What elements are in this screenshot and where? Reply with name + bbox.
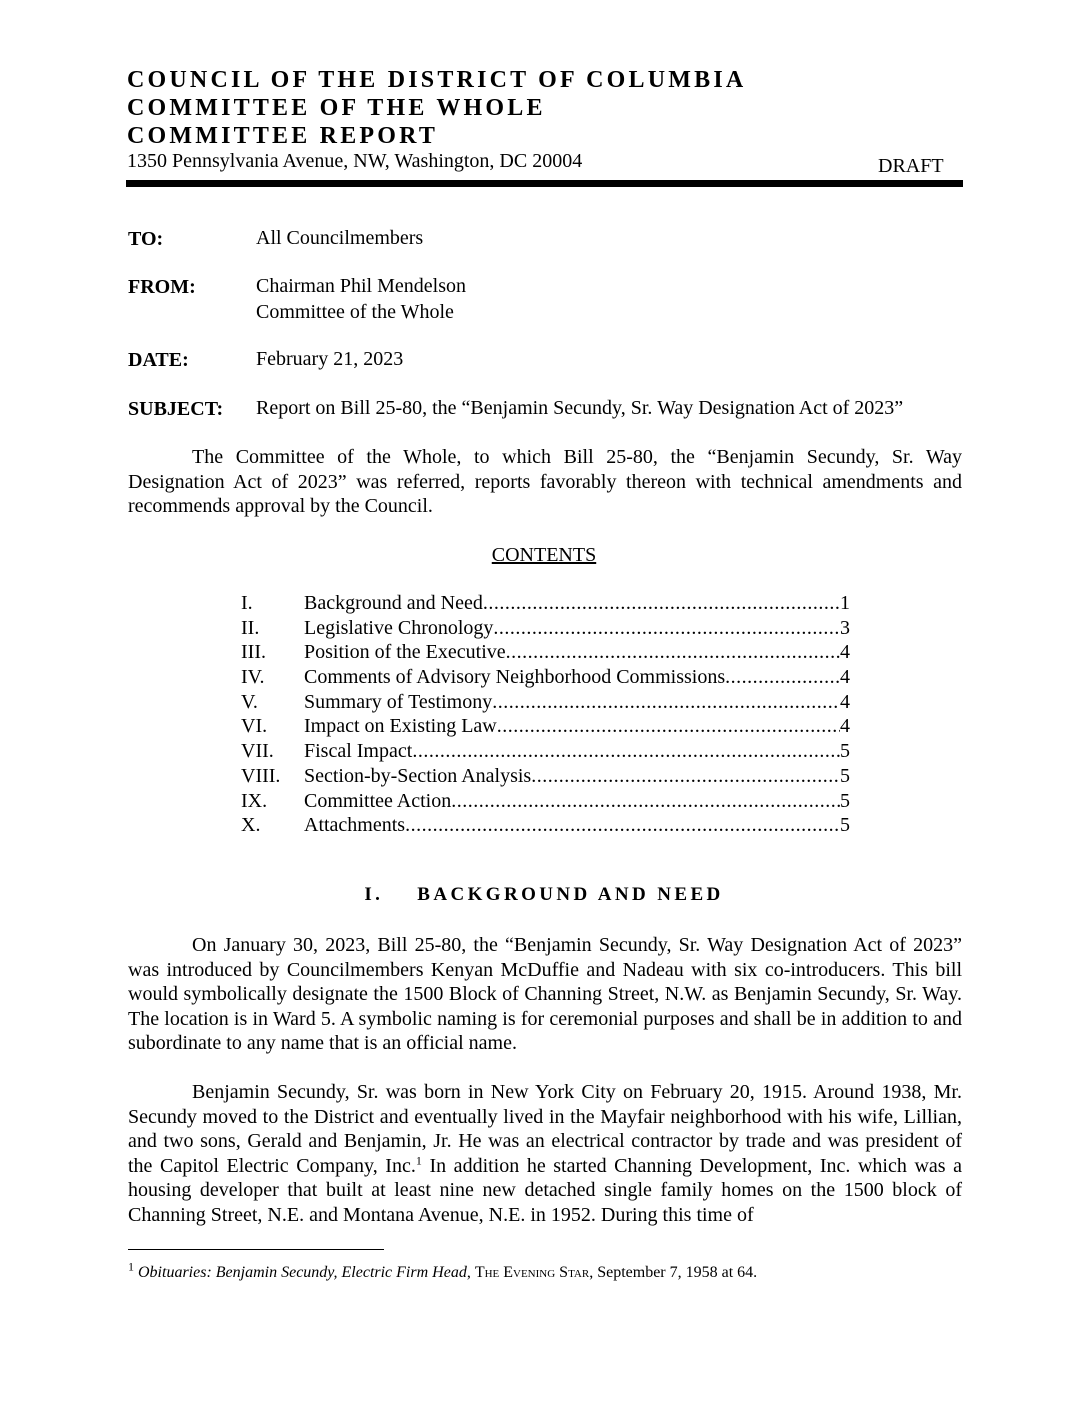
footnote-reference[interactable]: 1 xyxy=(415,1152,422,1167)
toc-number: IV. xyxy=(241,666,265,689)
section-title: BACKGROUND AND NEED xyxy=(417,884,724,905)
background-text-2b: In addition he started Channing Development, Inc. which was a housing developer that built at least nine new detached single family homes on the 1500 block of Channing Street, N.E. and Montana Avenue, N.E. in 1952. During this time of xyxy=(128,1154,963,1226)
toc-entry[interactable] xyxy=(241,691,850,716)
toc-title: Committee Action xyxy=(304,789,452,812)
toc-title: Impact on Existing Law xyxy=(304,715,497,738)
date-label: DATE: xyxy=(128,349,189,371)
toc-title: Background and Need xyxy=(304,592,483,614)
header-rule xyxy=(126,180,963,187)
toc-title: Position of the Executive xyxy=(304,641,506,664)
subject-value: Report on Bill 25-80, the “Benjamin Secundy, Sr. Way Designation Act of 2023” xyxy=(256,397,904,419)
toc-entry[interactable] xyxy=(241,740,850,765)
toc-entry[interactable] xyxy=(241,666,850,691)
footnote-separator xyxy=(128,1249,384,1250)
toc-entry[interactable] xyxy=(241,715,850,740)
table-of-contents xyxy=(241,592,850,839)
footnote-separator-text: , xyxy=(466,1264,475,1281)
toc-leader xyxy=(506,641,840,664)
footnote-mark: 1 xyxy=(128,1259,134,1274)
toc-title: Comments of Advisory Neighborhood Commissions xyxy=(304,666,726,689)
toc-number: X. xyxy=(241,814,261,837)
toc-leader xyxy=(405,814,840,837)
toc-title: Section-by-Section Analysis xyxy=(304,764,532,787)
toc-page: 3 xyxy=(840,616,850,639)
toc-leader xyxy=(493,617,840,640)
toc-number: V. xyxy=(241,690,258,713)
toc-entry[interactable] xyxy=(241,641,850,666)
toc-number: VI. xyxy=(241,715,268,738)
date-value: February 21, 2023 xyxy=(256,348,404,370)
toc-title: Attachments xyxy=(304,814,406,837)
toc-number: II. xyxy=(241,616,260,639)
section-heading xyxy=(0,884,1088,906)
background-text-2a: Benjamin Secundy, Sr. was born in New York City on February 20, 1915. Around 1938, Mr. Secundy moved to the District and eventually lived in the Mayfair neighborhood with his wife, Lillian, and two sons, Gerald and Benjamin, Jr. He was an electrical contractor by trade and was president of the Capitol Electric Company, Inc. xyxy=(128,1081,962,1177)
intro-paragraph xyxy=(128,445,962,519)
background-text-1: On January 30, 2023, Bill 25-80, the “Benjamin Secundy, Sr. Way Designation Act of 2023” was introduced by Councilmembers Kenyan McDuffie and Nadeau with six co-introducers. This bill would symbolically designate the 1500 Block of Channing Street, N.W. as Benjamin Secundy, Sr. Way. The location is in Ward 5. A symbolic naming is for ceremonial purposes and shall be in addition to and subordinate to any name that is an official name. xyxy=(128,934,962,1054)
toc-leader xyxy=(451,790,840,813)
toc-page: 5 xyxy=(840,764,850,787)
subject-label: SUBJECT: xyxy=(128,398,224,420)
toc-page: 4 xyxy=(840,641,850,664)
toc-number: I. xyxy=(241,592,253,614)
footnote-source: The Evening Star xyxy=(474,1264,590,1281)
to-label: TO: xyxy=(128,228,164,250)
intro-text: The Committee of the Whole, to which Bill 25-80, the “Benjamin Secundy, Sr. Way Designation Act of 2023” was referred, reports favorably thereon with technical amendments and recommends approval by the Council. xyxy=(128,446,962,517)
toc-leader xyxy=(412,740,840,763)
toc-number: VII. xyxy=(241,740,274,763)
footnote-citation: , September 7, 1958 at 64. xyxy=(589,1264,758,1281)
footnote-title: Obituaries: Benjamin Secundy, Electric Firm Head xyxy=(138,1264,467,1281)
toc-entry[interactable] xyxy=(241,790,850,815)
toc-page: 1 xyxy=(840,592,850,614)
toc-page: 4 xyxy=(840,690,850,713)
from-value-name: Chairman Phil Mendelson xyxy=(256,275,466,297)
toc-number: III. xyxy=(241,641,266,664)
toc-title: Legislative Chronology xyxy=(304,616,494,639)
from-label: FROM: xyxy=(128,276,196,298)
toc-page: 5 xyxy=(840,740,850,763)
toc-number: VIII. xyxy=(241,764,281,787)
toc-entry[interactable] xyxy=(241,617,850,642)
toc-leader xyxy=(492,691,840,714)
header-report-type: COMMITTEE REPORT xyxy=(127,123,439,149)
toc-entry[interactable] xyxy=(241,765,850,790)
toc-leader xyxy=(725,666,840,689)
toc-page: 5 xyxy=(840,789,850,812)
from-value-committee: Committee of the Whole xyxy=(256,301,454,323)
footnote xyxy=(128,1259,758,1282)
toc-leader xyxy=(531,765,840,788)
header-council: COUNCIL OF THE DISTRICT OF COLUMBIA xyxy=(127,67,747,93)
toc-entry[interactable] xyxy=(241,814,850,839)
draft-label: DRAFT xyxy=(878,155,944,177)
section-number: I. xyxy=(364,884,384,905)
toc-page: 4 xyxy=(840,666,850,689)
toc-leader xyxy=(497,715,840,738)
header-address: 1350 Pennsylvania Avenue, NW, Washington, DC 20004 xyxy=(127,150,583,172)
toc-title: Fiscal Impact xyxy=(304,740,413,763)
toc-number: IX. xyxy=(241,789,268,812)
contents-title: CONTENTS xyxy=(491,544,597,566)
background-paragraph-2 xyxy=(128,1080,962,1227)
toc-page: 5 xyxy=(840,814,850,837)
toc-leader xyxy=(483,592,840,615)
background-paragraph-1 xyxy=(128,933,962,1056)
toc-page: 4 xyxy=(840,715,850,738)
to-value: All Councilmembers xyxy=(256,227,424,249)
header-committee: COMMITTEE OF THE WHOLE xyxy=(127,95,546,121)
toc-title: Summary of Testimony xyxy=(304,690,493,713)
toc-entry[interactable] xyxy=(241,592,850,617)
